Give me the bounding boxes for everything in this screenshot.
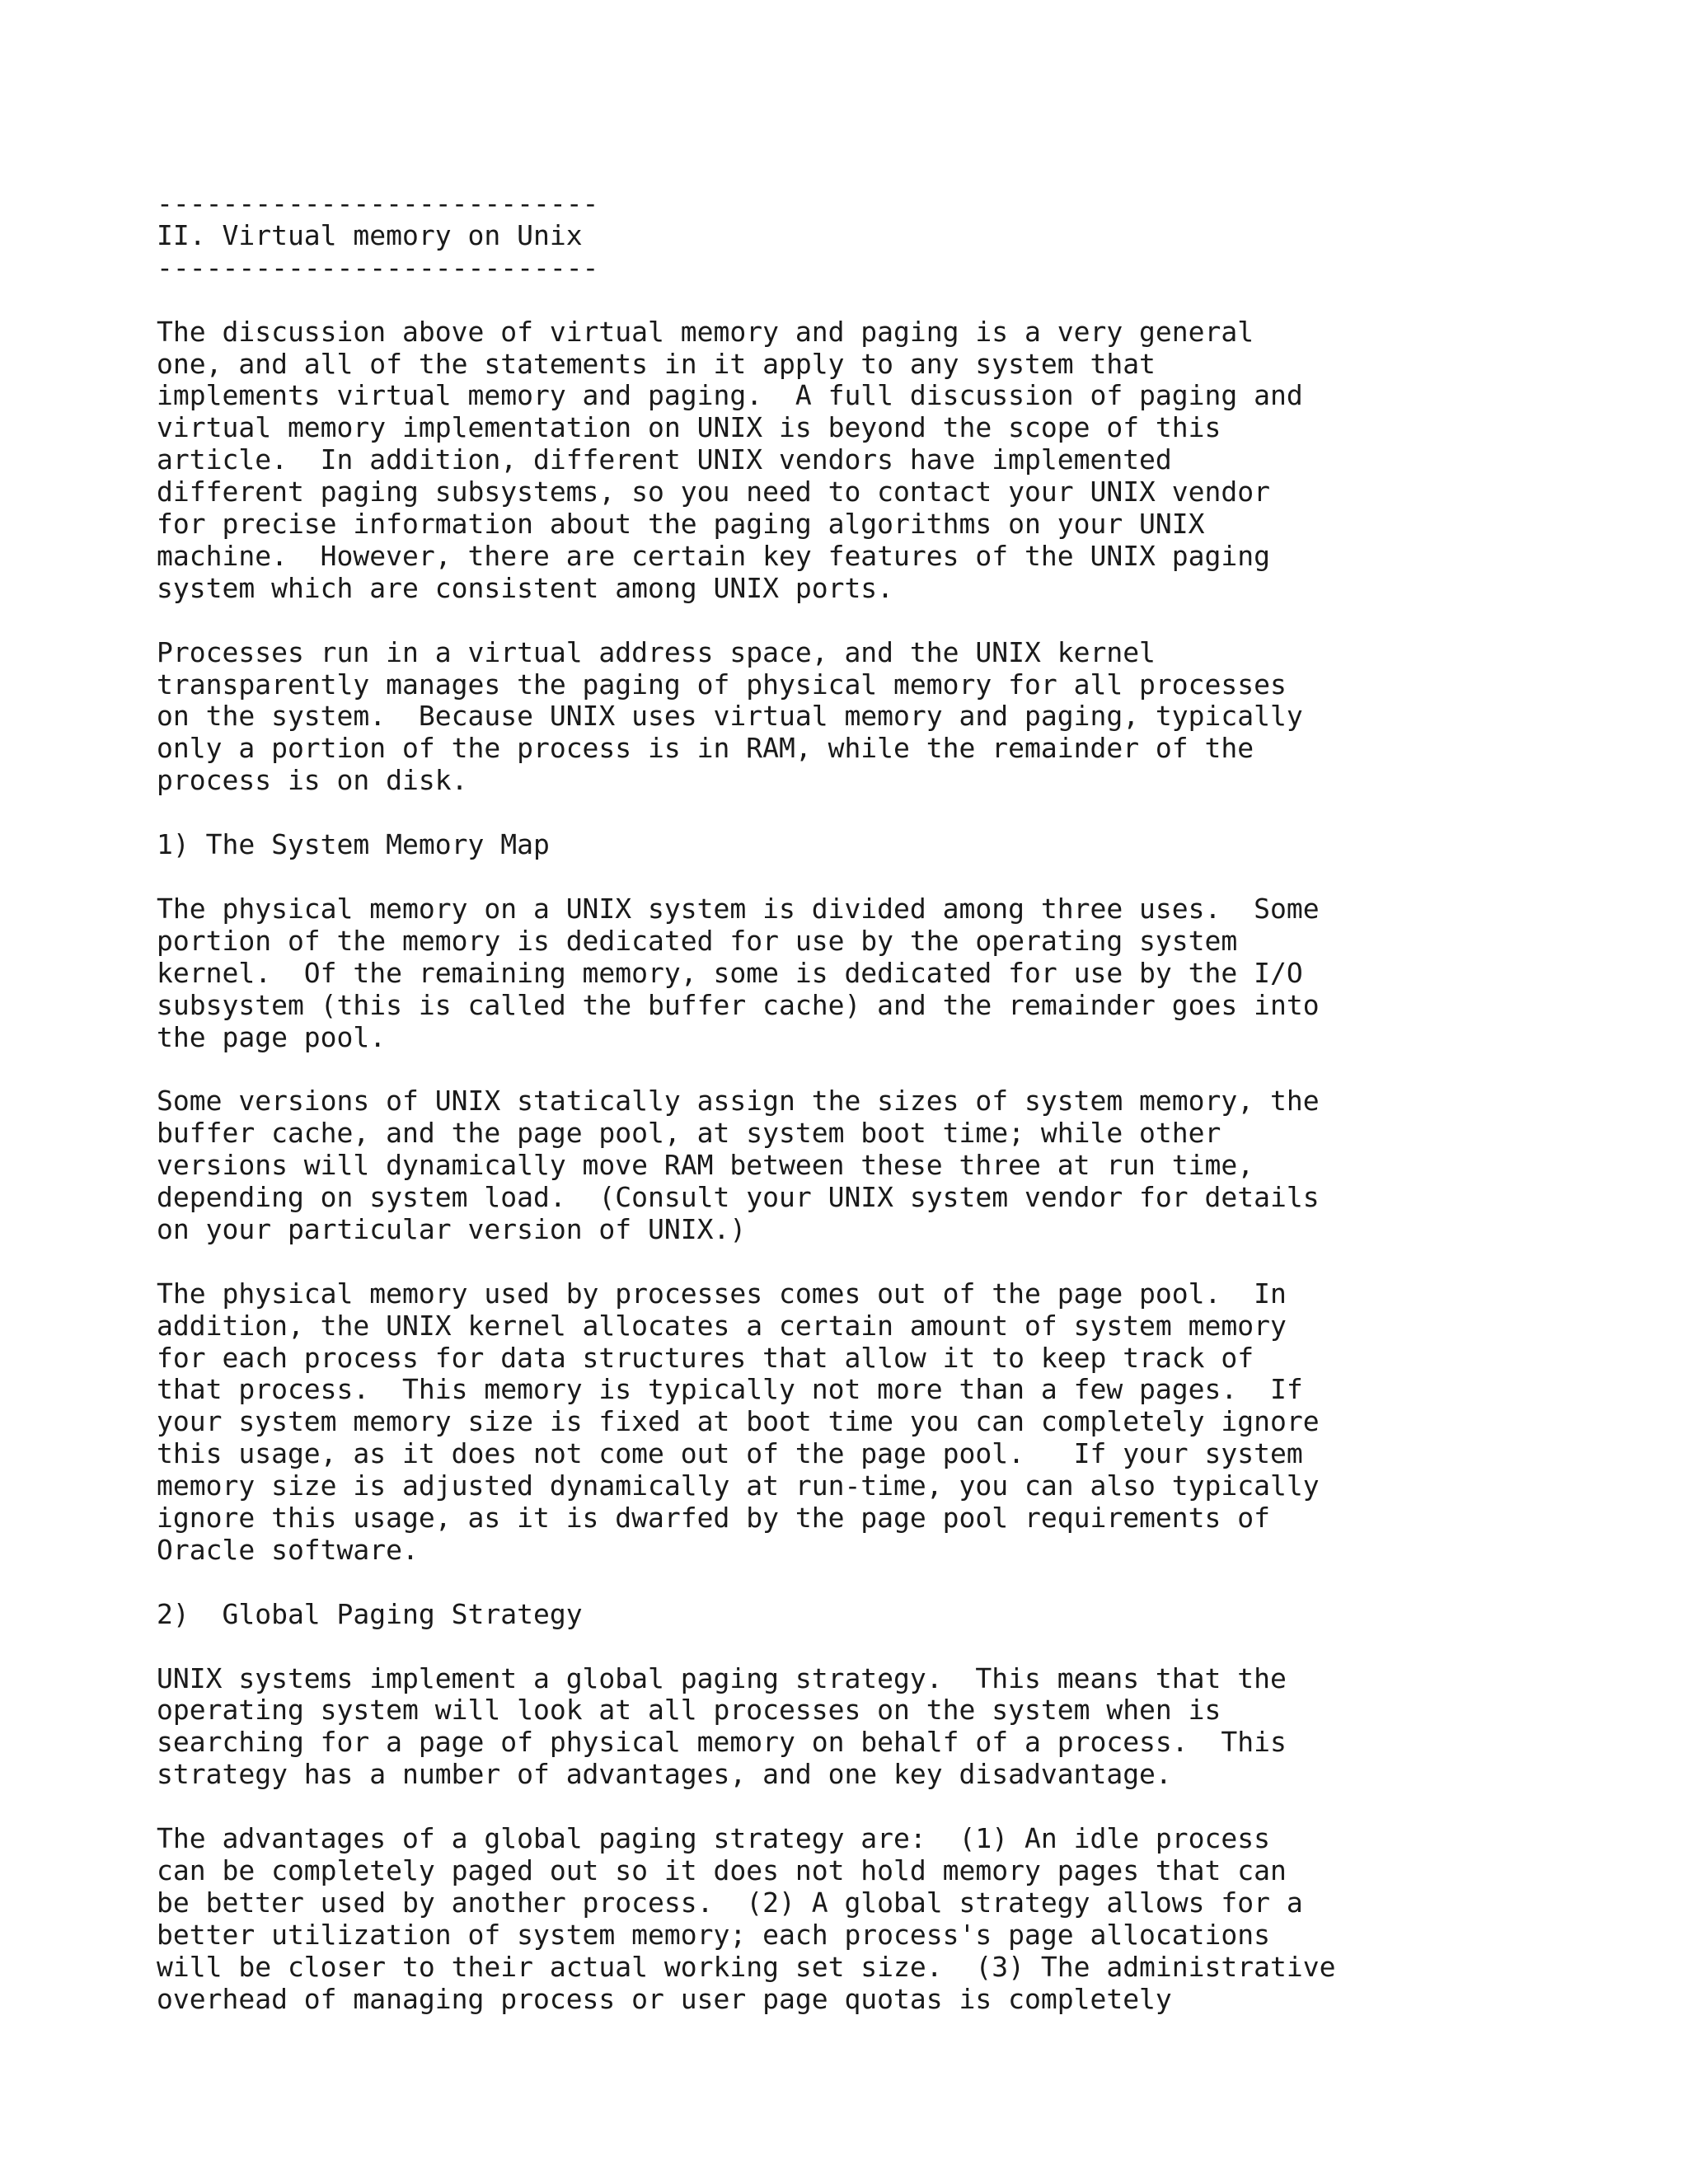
paragraph-line: for precise information about the paging algorithms on your UNIX xyxy=(157,508,1205,541)
blank-line xyxy=(157,1631,1335,1663)
paragraph-line: The physical memory on a UNIX system is divided among three uses. Some xyxy=(157,892,1320,925)
blank-line xyxy=(157,284,1335,316)
paragraph-line: for each process for data structures that allow it to keep track of xyxy=(157,1341,1254,1374)
paragraph-line: kernel. Of the remaining memory, some is dedicated for use by the I/O xyxy=(157,956,1303,989)
paragraph-line: on the system. Because UNIX uses virtual memory and paging, typically xyxy=(157,700,1303,733)
paragraph-line: operating system will look at all processes on the system when is xyxy=(157,1694,1221,1727)
paragraph-line: depending on system load. (Consult your UNIX system vendor for details xyxy=(157,1181,1320,1214)
subsection-heading: 1) The System Memory Map xyxy=(157,828,550,861)
blank-line xyxy=(157,797,1335,829)
paragraph-line: on your particular version of UNIX.) xyxy=(157,1212,747,1245)
paragraph-line: your system memory size is fixed at boot time you can completely ignore xyxy=(157,1405,1320,1438)
paragraph-line: transparently manages the paging of physical memory for all processes xyxy=(157,668,1287,701)
paragraph-line: buffer cache, and the page pool, at system boot time; while other xyxy=(157,1117,1221,1150)
section-heading: II. Virtual memory on Unix xyxy=(157,218,583,251)
blank-line xyxy=(157,1246,1335,1278)
blank-line xyxy=(157,1567,1335,1599)
paragraph-line: will be closer to their actual working set size. (3) The administrative xyxy=(157,1950,1336,1983)
paragraph-line: better utilization of system memory; each process's page allocations xyxy=(157,1918,1271,1951)
paragraph-line: system which are consistent among UNIX ports. xyxy=(157,571,894,604)
blank-line xyxy=(157,1791,1335,1823)
section-rule-top: --------------------------- xyxy=(157,187,599,219)
blank-line xyxy=(157,1053,1335,1085)
section-rule-bottom: --------------------------- xyxy=(157,251,599,284)
paragraph-line: machine. However, there are certain key features of the UNIX paging xyxy=(157,539,1271,572)
paragraph-line: ignore this usage, as it is dwarfed by the page pool requirements of xyxy=(157,1502,1271,1535)
paragraph-line: strategy has a number of advantages, and one key disadvantage. xyxy=(157,1758,1172,1791)
paragraph-line: only a portion of the process is in RAM, while the remainder of the xyxy=(157,732,1254,765)
paragraph-line: process is on disk. xyxy=(157,764,468,797)
paragraph-line: UNIX systems implement a global paging strategy. This means that the xyxy=(157,1661,1287,1694)
paragraph-line: The advantages of a global paging strategy are: (1) An idle process xyxy=(157,1822,1271,1855)
paragraph-line: searching for a page of physical memory on behalf of a process. This xyxy=(157,1726,1287,1759)
paragraph-line: addition, the UNIX kernel allocates a certain amount of system memory xyxy=(157,1309,1287,1342)
paragraph-line: Processes run in a virtual address space, and the UNIX kernel xyxy=(157,635,1156,668)
subsection-heading: 2) Global Paging Strategy xyxy=(157,1597,583,1630)
paragraph-line: different paging subsystems, so you need to contact your UNIX vendor xyxy=(157,476,1271,509)
paragraph-line: that process. This memory is typically not more than a few pages. If xyxy=(157,1373,1303,1406)
paragraph-line: The discussion above of virtual memory and paging is a very general xyxy=(157,315,1254,348)
paragraph-line: Some versions of UNIX statically assign the sizes of system memory, the xyxy=(157,1085,1320,1118)
document-text xyxy=(157,188,1335,2016)
paragraph-line: Oracle software. xyxy=(157,1533,419,1566)
paragraph-line: versions will dynamically move RAM between these three at run time, xyxy=(157,1149,1254,1182)
paragraph-line: portion of the memory is dedicated for use by the operating system xyxy=(157,924,1238,957)
paragraph-line: overhead of managing process or user page quotas is completely xyxy=(157,1982,1172,2015)
paragraph-line: virtual memory implementation on UNIX is beyond the scope of this xyxy=(157,411,1221,444)
paragraph-line: can be completely paged out so it does not hold memory pages that can xyxy=(157,1854,1287,1886)
paragraph-line: this usage, as it does not come out of the page pool. If your system xyxy=(157,1437,1303,1470)
paragraph-line: article. In addition, different UNIX vendors have implemented xyxy=(157,443,1172,476)
blank-line xyxy=(157,861,1335,893)
paragraph-line: subsystem (this is called the buffer cache) and the remainder goes into xyxy=(157,988,1320,1021)
paragraph-line: memory size is adjusted dynamically at run-time, you can also typically xyxy=(157,1469,1320,1502)
paragraph-line: one, and all of the statements in it apply to any system that xyxy=(157,347,1156,380)
paragraph-line: the page pool. xyxy=(157,1020,387,1053)
paragraph-line: be better used by another process. (2) A global strategy allows for a xyxy=(157,1886,1303,1919)
paragraph-line: The physical memory used by processes comes out of the page pool. In xyxy=(157,1277,1287,1310)
paragraph-line: implements virtual memory and paging. A full discussion of paging and xyxy=(157,379,1303,412)
blank-line xyxy=(157,605,1335,637)
